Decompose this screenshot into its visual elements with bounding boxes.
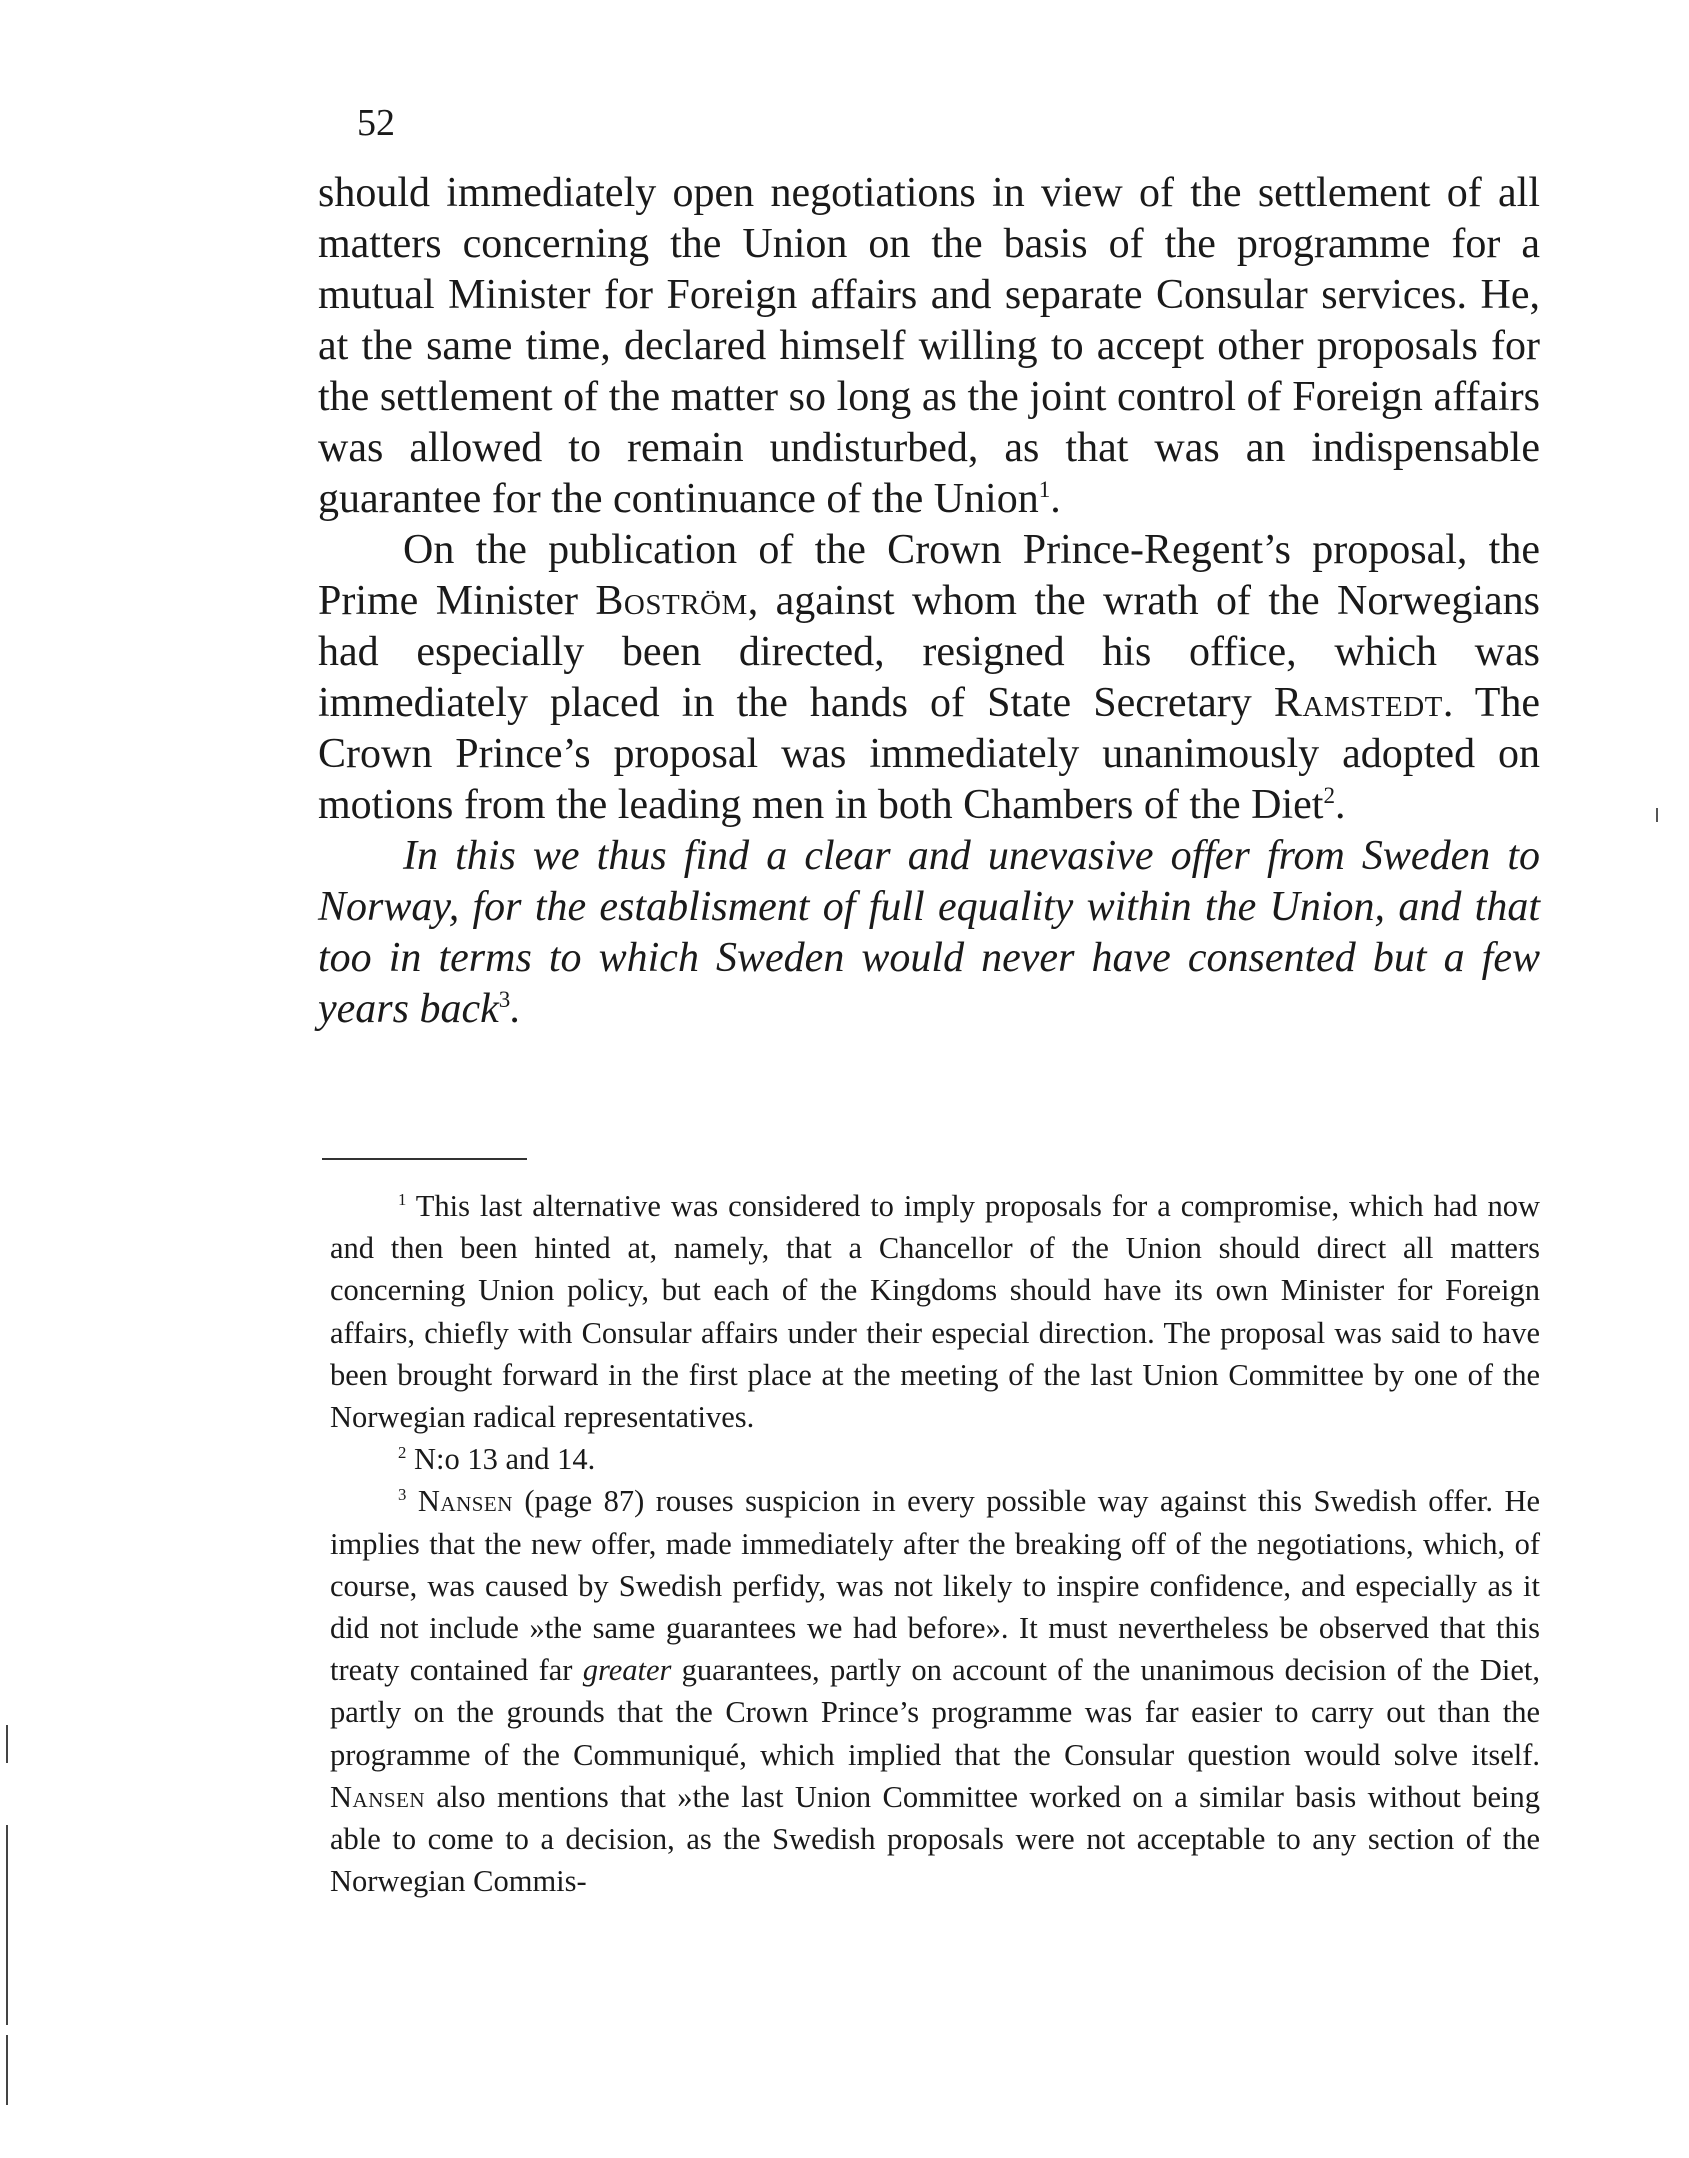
paragraph-1-end: .: [1050, 476, 1061, 522]
footnote-1-text: This last alternative was considered to imply proposals for a compromise, which had now and then been hinted at, namely, that a Chancellor of the Union should direct all matters concerning Union policy, but each of the Kingdoms should have its own Minister for Foreign affairs, chiefly with Consular affairs under their especial direction. The proposal was said to have been brought forward in the first place at the meeting of the last Union Committee by one of the Norwegian radical representatives.: [330, 1189, 1540, 1435]
footnote-3: [330, 1480, 1540, 1902]
paragraph-2-text-a: On the publication of the Crown Prince-Regent’s proposal, the Prime Minister: [318, 527, 1540, 624]
name-ramstedt: Ramstedt: [1273, 680, 1443, 726]
paragraph-2: [318, 525, 1540, 831]
main-body-text: [318, 168, 1540, 1035]
footnote-3-name-nansen-2: Nansen: [330, 1779, 426, 1814]
margin-scan-mark: [1656, 808, 1658, 822]
paragraph-2-text-c: . The Crown Prince’s proposal was immediately unanimously adopted on motions from the leading men in both Chambers of the Diet: [318, 680, 1541, 828]
paragraph-1-text: should immediately open negotiations in view of the settlement of all matters concerning the Union on the basis of the programme for a mutual Minister for Foreign affairs and separate Consular services. He, at the same time, declared himself willing to accept other proposals for the settlement of the matter so long as the joint control of Foreign affairs was allowed to remain undisturbed, as that was an indispensable guarantee for the continuance of the Union: [318, 170, 1540, 522]
footnote-1-marker: 1: [398, 1189, 407, 1209]
binding-edge-line-1: [6, 1725, 8, 1763]
footnote-ref-3: 3: [498, 986, 511, 1012]
footnote-3-text-b: guarantees, partly on account of the unanimous decision of the Diet, partly on the grounds that the Crown Prince’s programme was far easier to carry out than the programme of the Communiqué, which implied that the Consular question would solve itself.: [330, 1653, 1540, 1772]
footnote-2-text: N:o 13 and 14.: [414, 1442, 596, 1477]
paragraph-2-end: .: [1335, 782, 1346, 828]
footnote-ref-2: 2: [1323, 782, 1336, 808]
footnote-3-emphasis: greater: [582, 1653, 672, 1688]
footnote-1: [330, 1185, 1540, 1438]
binding-edge-line-3: [6, 2035, 8, 2105]
paragraph-3-text: In this we thus find a clear and unevasive offer from Sweden to Norway, for the establisment of full equality within the Union, and that too in terms to which Sweden would never have consented but a few years back: [318, 833, 1540, 1032]
binding-edge-line-2: [6, 1825, 8, 2025]
footnote-separator-rule: [322, 1158, 527, 1160]
footnote-ref-1: 1: [1038, 476, 1051, 502]
footnote-3-name-nansen: Nansen: [417, 1484, 513, 1519]
footnote-3-text-a: (page 87) rouses suspicion in every possible way against this Swedish offer. He implies that the new offer, made immediately after the breaking off of the negotiations, which, of course, was caused by Swedish perfidy, was not likely to inspire confidence, and especially as it did not include »the same guarantees we had before». It must nevertheless be observed that this treaty contained far: [330, 1484, 1541, 1688]
paragraph-3-italic: [318, 831, 1540, 1035]
footnote-2: [330, 1438, 1540, 1480]
footnote-2-marker: 2: [398, 1443, 407, 1463]
footnotes-section: [330, 1185, 1540, 1902]
paragraph-1: [318, 168, 1540, 525]
footnote-3-marker: 3: [398, 1485, 407, 1505]
page-number: 52: [357, 102, 395, 144]
paragraph-3-end: .: [510, 986, 521, 1032]
paragraph-2-text-b: , against whom the wrath of the Norwegians had especially been directed, resigned his office, which was immediately placed in the hands of State Secretary: [318, 578, 1540, 726]
name-bostrom: Boström: [595, 578, 748, 624]
footnote-3-text-c: also mentions that »the last Union Committee worked on a similar basis without being able to come to a decision, as the Swedish proposals were not acceptable to any section of the Norwegian Commis-: [330, 1779, 1540, 1899]
